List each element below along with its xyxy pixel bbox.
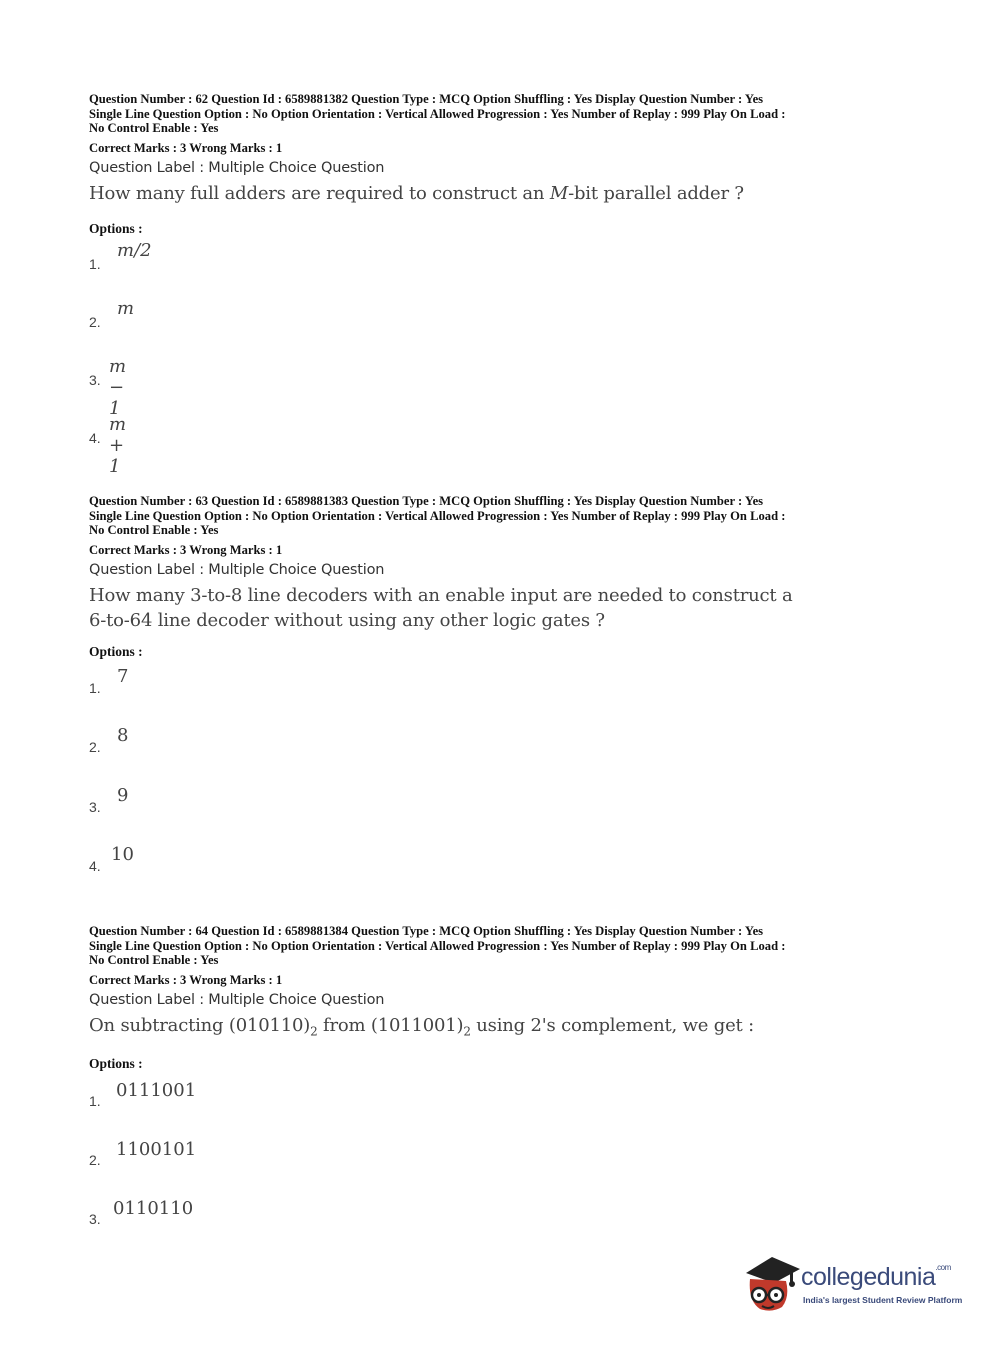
question-text: How many 3-to-8 line decoders with an enable input are needed to construct a 6-to-64 line decoder without using any other logic gates ? [89,584,793,631]
option-number: 3. [89,1211,101,1227]
question-marks: Correct Marks : 3 Wrong Marks : 1 [89,140,283,155]
option-value: 7 [117,666,129,687]
option-value: m/2 [117,240,152,261]
option-value: 0111001 [116,1080,197,1101]
question-62 [89,92,919,206]
options-title: Options : [89,1056,143,1071]
question-marks: Correct Marks : 3 Wrong Marks : 1 [89,542,283,557]
question-64 [89,924,919,1044]
question-text: On subtracting $(010110)_2$ from $(1011001)_2$ using 2's complement, we get : [89,1014,754,1039]
options-title: Options : [89,221,143,236]
question-text: How many full adders are required to construct an M-bit parallel adder ? [89,182,744,204]
option-number: 2. [89,1152,101,1168]
question-meta: No Control Enable : Yes [89,121,219,135]
question-meta: Single Line Question Option : No Option Orientation : Vertical Allowed Progression : Yes Number of Replay : 999 Play On Load : [89,938,786,953]
option-number: 3. [89,372,101,388]
option-value: m + 1 [109,414,127,477]
option-value: m [117,298,135,319]
option-value: 10 [111,844,134,865]
option-number: 4. [89,430,101,446]
question-meta: No Control Enable : Yes [89,523,219,537]
option-value: 8 [117,725,129,746]
logo-brand: collegedunia$^{.com}$ [801,1263,951,1291]
question-label: Question Label : Multiple Choice Question [89,561,385,578]
question-63 [89,494,919,633]
question-meta: Single Line Question Option : No Option Orientation : Vertical Allowed Progression : Yes Number of Replay : 999 Play On Load : [89,508,786,523]
option-number: 1. [89,680,101,696]
question-meta: Question Number : 63 Question Id : 6589881383 Question Type : MCQ Option Shuffling : Yes Display Question Number : Yes [89,494,764,508]
question-meta: No Control Enable : Yes [89,953,219,967]
options-title: Options : [89,644,143,659]
option-number: 1. [89,1093,101,1109]
option-number: 2. [89,314,101,330]
option-number: 2. [89,739,101,755]
question-label: Question Label : Multiple Choice Question [89,159,385,176]
collegedunia-logo [742,1251,972,1321]
question-marks: Correct Marks : 3 Wrong Marks : 1 [89,972,283,987]
question-meta: Question Number : 64 Question Id : 6589881384 Question Type : MCQ Option Shuffling : Yes Display Question Number : Yes [89,924,764,938]
option-number: 1. [89,256,101,272]
option-value: 9 [117,785,129,806]
question-meta: Question Number : 62 Question Id : 6589881382 Question Type : MCQ Option Shuffling : Yes Display Question Number : Yes [89,92,764,106]
option-value: 1100101 [116,1139,197,1160]
logo-tagline: India's largest Student Review Platform [803,1295,963,1305]
question-meta: Single Line Question Option : No Option Orientation : Vertical Allowed Progression : Yes Number of Replay : 999 Play On Load : [89,106,786,121]
option-value: 0110110 [113,1198,194,1219]
option-number: 3. [89,799,101,815]
mascot-icon [742,1251,804,1321]
option-number: 4. [89,858,101,874]
question-label: Question Label : Multiple Choice Question [89,991,385,1008]
option-value: m − 1 [109,356,127,419]
